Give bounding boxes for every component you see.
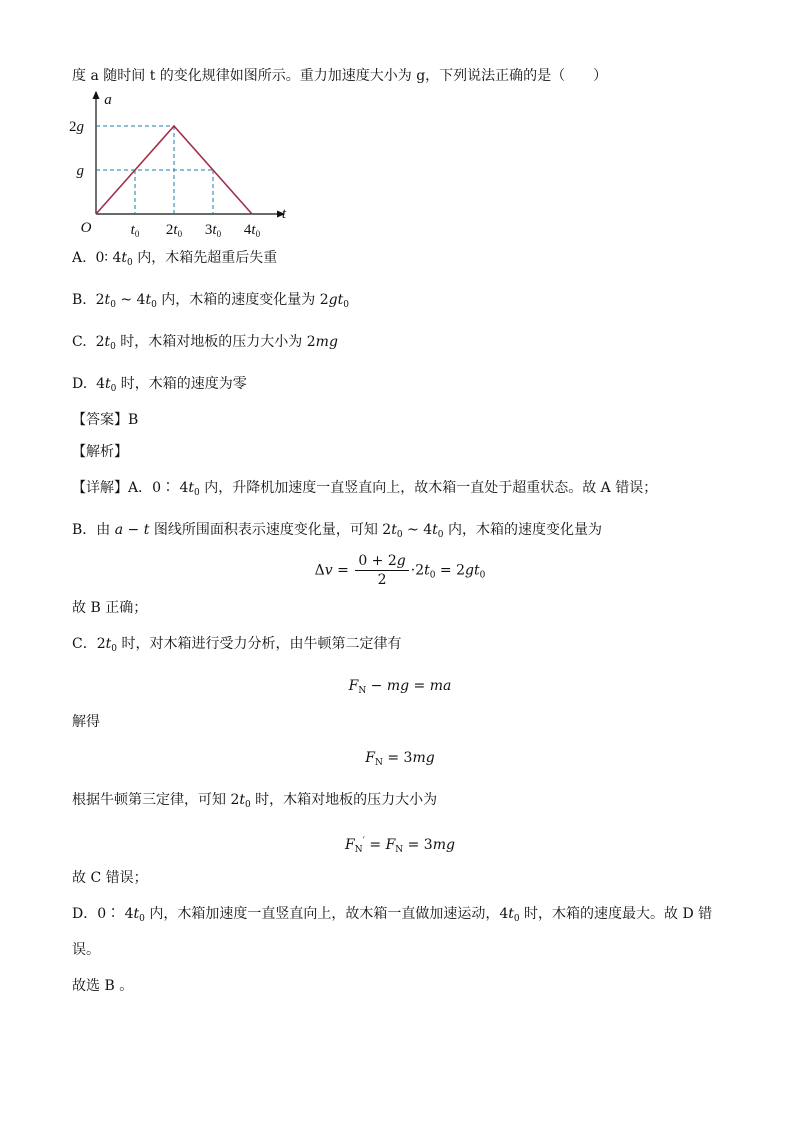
- answer-line: [72, 410, 138, 430]
- option-d[interactable]: D. $4t_0$ 时，木箱的速度为零: [72, 376, 247, 394]
- answer-label: 【答案】: [72, 412, 128, 428]
- x-tick-label: $4t_0$: [243, 222, 261, 239]
- option-b[interactable]: B. $2t_0$ ~ $4t_0$ 内，木箱的速度变化量为 $2gt_0$: [72, 292, 349, 310]
- question-stem: 度 a 随时间 t 的变化规律如图所示。重力加速度大小为 g，下列说法正确的是（ ）: [72, 68, 608, 84]
- y-axis-label: a: [104, 92, 112, 108]
- detail-label: 【详解】: [72, 480, 128, 496]
- y-tick-label: g: [76, 163, 84, 179]
- detail-b-end: 故 B 正确；: [72, 600, 148, 616]
- detail-d-line2: 误。: [72, 942, 100, 958]
- option-a[interactable]: A. 0∶ $4t_0$ 内，木箱先超重后失重: [72, 250, 278, 268]
- equation-newton-third: $F_N' = F_N = 3mg$: [345, 836, 455, 855]
- equation-newton-second: $F_N$ − mg = ma: [348, 678, 452, 696]
- analysis-label: 【解析】: [72, 444, 128, 460]
- detail-c-intro: C．$2t_0$ 时，对木箱进行受力分析，由牛顿第二定律有: [72, 636, 402, 654]
- x-tick-label: $3t_0$: [204, 222, 222, 239]
- detail-c-solve: 解得: [72, 714, 100, 730]
- detail-c-third: 根据牛顿第三定律，可知 $2t_0$ 时，木箱对地板的压力大小为: [72, 792, 438, 810]
- detail-d-line1: D．0∶ $4t_0$ 内，木箱加速度一直竖直向上，故木箱一直做加速运动，$4t_0$ 时，木箱的速度最大。故 D 错: [72, 906, 713, 924]
- detail-c-end: 故 C 错误；: [72, 870, 148, 886]
- x-axis-label: t: [281, 206, 287, 222]
- equation-delta-v: Δv = $\frac{0 + 2g}{2}$ $\cdot 2t_0 = 2gt_0$: [314, 553, 486, 588]
- conclusion: 故选 B 。: [72, 978, 134, 994]
- equation-normal-force: $F_N = 3mg$: [365, 750, 435, 768]
- x-tick-label: $t_0$: [130, 222, 140, 239]
- y-tick-label: 2g: [69, 119, 84, 135]
- option-c[interactable]: C. $2t_0$ 时，木箱对地板的压力大小为 2mg: [72, 334, 338, 352]
- origin-label: O: [80, 220, 92, 236]
- detail-a: 【详解】A．0∶ $4t_0$ 内，升降机加速度一直竖直向上，故木箱一直处于超重状态。故 A 错误；: [72, 480, 658, 498]
- detail-b-intro: B．由 a − t 图线所围面积表示速度变化量，可知 $2t_0$ ~ $4t_0$ 内，木箱的速度变化量为: [72, 522, 602, 540]
- answer-value: B: [128, 412, 139, 428]
- x-tick-label: $2t_0$: [165, 222, 183, 239]
- acceleration-time-graph: [70, 88, 300, 238]
